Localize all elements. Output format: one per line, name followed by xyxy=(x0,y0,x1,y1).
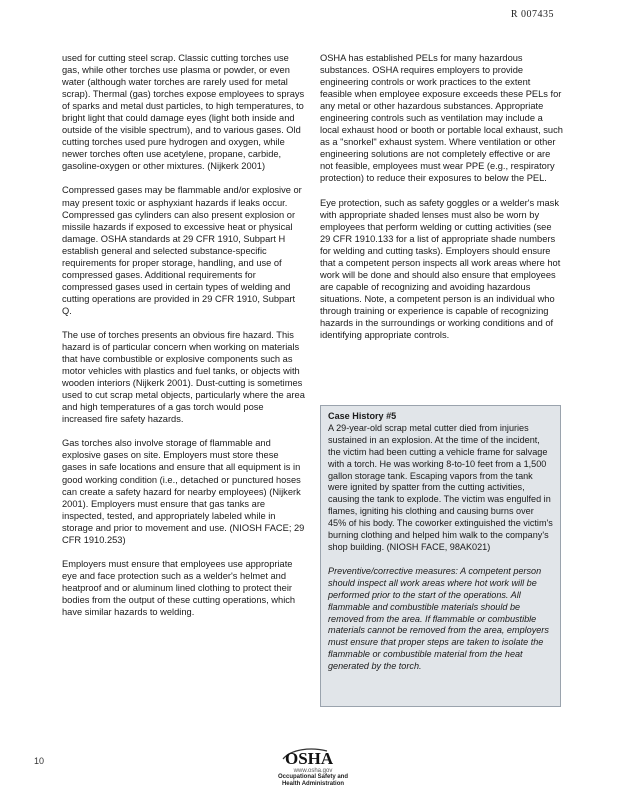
case-history-title: Case History #5 xyxy=(328,411,397,421)
document-id: R 007435 xyxy=(510,9,554,20)
osha-logo-text: OSHA xyxy=(285,749,334,767)
osha-website: www.osha.gov xyxy=(293,768,333,774)
paragraph: Employers must ensure that employees use appropriate eye and face protection such as a welder's helmet and heatproof and or aluminum lined clothing to protect their bodies from the output of these cutting operations, which have similar hazards to welding. xyxy=(62,558,296,617)
paragraph: Compressed gases may be flammable and/or explosive or may present toxic or asphyxiant hazards if leaks occur. Compressed gas cylinders can also present explosion or missile hazards if exposed to excessive heat or physical damage. OSHA standards at 29 CFR 1910, Subpart H establish general and selected substance-specific requirements for proper storage, handling, and use of compressed gases. Additional requirements for compressed gases used in certain types of welding and cutting operations are provided in 29 CFR 1910, Subpart Q. xyxy=(62,185,302,316)
paragraph: Eye protection, such as safety goggles or a welder's mask with appropriate shaded lenses must also be worn by employees that perform welding or cutting activities (see 29 CFR 1910.133 for a list of appropriate shade numbers for welding and cutting tasks). Employers should ensure that a competent person inspects all work areas where hot work will be done and should also ensure that employees are capable of recognizing and avoiding hazardous situations. Note, a competent person is an individual who through training or experience is capable of recognizing hazards in the surroundings or working conditions and of identifying appropriate controls. xyxy=(320,197,561,341)
paragraph: OSHA has established PELs for many hazardous substances. OSHA requires employers to provide engineering controls or work practices to the extent feasible when employee exposure exceeds these PELs for any metal or other hazardous substances. Appropriate engineering controls such as ventilation may include a local exhaust hood or booth or portable local exhaust, such as a "snorkel" exhaust system. Where ventilation or other engineering solutions are not completely effective or are not feasible, employees must wear PPE (e.g., respiratory protection) to reduce their exposures to below the PEL. xyxy=(320,53,563,184)
case-history-measures: Preventive/corrective measures: A competent person should inspect all work areas where hot work will be performed prior to the start of the operations. All flammable and combustible materials should be removed from the area. If flammable or combustible materials cannot be removed from the area, employers must ensure that proper steps are taken to isolate the flammable or combustible material from the heat generated by the torch. xyxy=(328,565,549,672)
case-history-box xyxy=(320,405,561,707)
agency-name-line-1: Occupational Safety and xyxy=(277,774,349,780)
left-column xyxy=(62,52,305,630)
right-column xyxy=(320,52,563,353)
osha-logo xyxy=(270,745,356,788)
paragraph: The use of torches presents an obvious fire hazard. This hazard is of particular concern when working on materials that have combustible or explosive components such as motor vehicles with plastics and fuel tanks, or objects with wooden interiors (Nijkerk 2001). Dust-cutting is sometimes used to cut scrap metal objects, particularly where the area and high temperatures of a gas torch would pose increased fire safety hazards. xyxy=(62,329,305,425)
paragraph: Gas torches also involve storage of flammable and explosive gases on site. Employers must store these gases in safe locations and ensure that all equipment is in good working condition (i.e., detached or punctured hoses can create a safety hazard for nearby employees) (Nijkerk 2001). Employers must ensure that gas tanks are inspected, tested, and appropriately labeled while in storage and prior to movement and use. (NIOSH FACE; 29 CFR 1910.253) xyxy=(62,438,305,545)
page-number: 10 xyxy=(34,756,45,766)
paragraph: used for cutting steel scrap. Classic cutting torches use gas, while other torches use plasma or powder, or even water (although water torches are rarely used for metal scrap). Thermal (gas) torches expose employees to sprays of sparks and metal dust particles, to high temperatures, to bright light that could damage eyes (light both inside and outside of the visible spectrum), and to various gases. Old cutting torches used pure hydrogen and oxygen, while newer torches often use acetylene, propane, carbide, gasoline-oxygen or other mixtures. (Nijkerk 2001) xyxy=(62,53,305,172)
agency-name-line-2: Health Administration xyxy=(281,781,345,787)
osha-logo-icon xyxy=(281,745,345,767)
case-history-body: A 29-year-old scrap metal cutter died from injuries sustained in an explosion. At the time of the incident, the victim had been cutting a vehicle frame for salvage with a torch. He was working 8-to-10 feet from a 1,500 gallon storage tank. Escaping vapors from the tank were ignited by spatter from the cutting activities, causing the tank to explode. The victim was engulfed in flames, igniting his clothing and causing burns over 45% of his body. The coworker extinguished the victim's burning clothing and helped him walk to the company's shop building. (NIOSH FACE, 98AK021) xyxy=(328,422,553,552)
